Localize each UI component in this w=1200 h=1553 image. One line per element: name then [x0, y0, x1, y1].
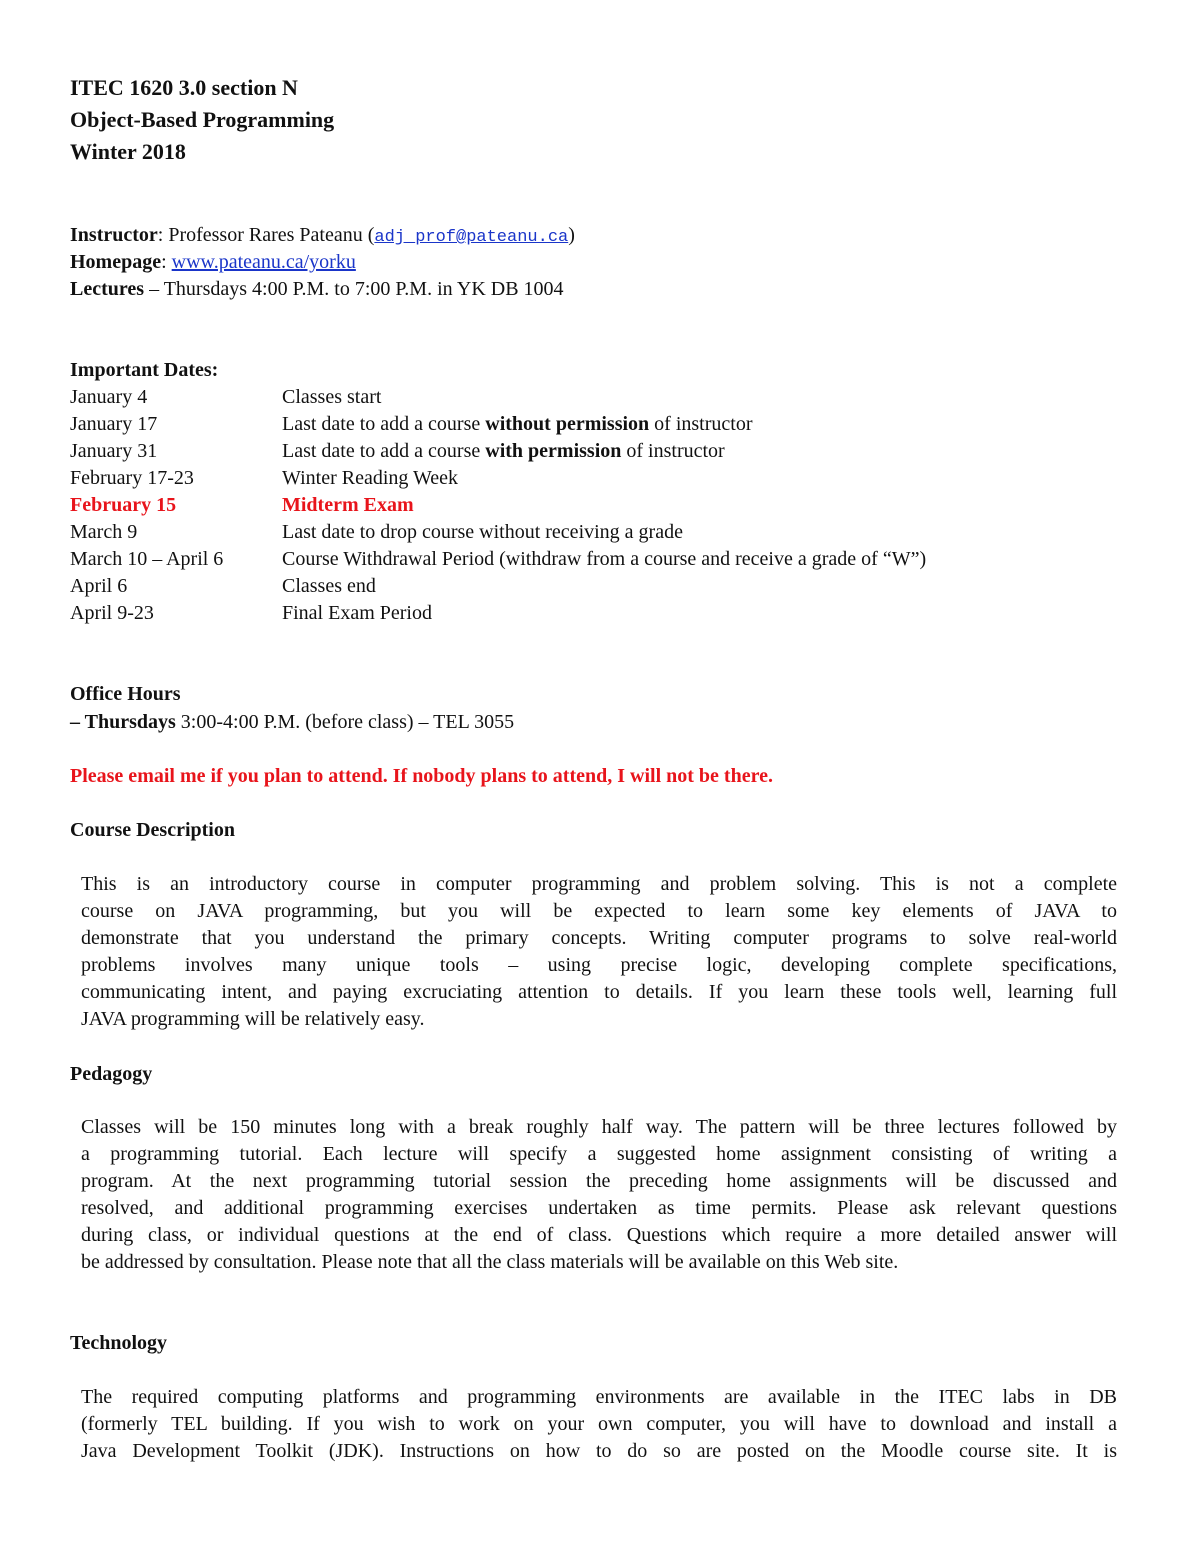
office-hours-line: [70, 709, 514, 736]
homepage-sep: :: [161, 251, 172, 273]
date-cell: March 9: [70, 521, 138, 543]
lectures-label: Lectures: [70, 278, 145, 300]
paragraph-line: Classes will be 150 minutes long with a break roughly half way. The pattern will be three lectures followed by: [81, 1116, 1117, 1138]
paragraph-line: program. At the next programming tutorial session the preceding home assignments will be discussed and: [81, 1170, 1117, 1192]
technology-paragraph: [81, 1384, 1117, 1465]
lectures-text: – Thursdays 4:00 P.M. to 7:00 P.M. in YK DB 1004: [144, 278, 564, 300]
office-hours-day: Thursdays: [84, 711, 176, 733]
instructor-close: ): [568, 224, 575, 246]
desc-text: of instructor: [649, 413, 753, 435]
lectures-line: [70, 276, 564, 303]
instructor-email-link[interactable]: adj_prof@pateanu.ca: [374, 228, 569, 247]
desc-text: Last date to add a course: [282, 413, 486, 435]
date-description: Last date to drop course without receiving a grade: [282, 521, 683, 543]
technology-heading: Technology: [70, 1332, 168, 1354]
date-description: [282, 438, 725, 465]
course-description-paragraph: [81, 871, 1117, 1033]
date-description: Classes start: [282, 386, 382, 408]
date-description: Classes end: [282, 575, 376, 597]
paragraph-line: This is an introductory course in computer programming and problem solving. This is not a complete: [81, 873, 1117, 895]
desc-emphasis: without permission: [485, 413, 650, 435]
date-cell: April 9-23: [70, 602, 154, 624]
date-cell: April 6: [70, 575, 128, 597]
course-code: ITEC 1620 3.0 section N: [70, 75, 298, 100]
date-cell: January 4: [70, 386, 148, 408]
paragraph-line: The required computing platforms and programming environments are available in the ITEC labs in DB: [81, 1386, 1117, 1408]
date-description-highlight: Midterm Exam: [282, 494, 414, 516]
paragraph-line: (formerly TEL building. If you wish to work on your own computer, you will have to download and install a: [81, 1413, 1117, 1435]
date-cell: January 31: [70, 440, 158, 462]
paragraph-line: a programming tutorial. Each lecture will specify a suggested home assignment consisting of writing a: [81, 1143, 1117, 1165]
paragraph-line: demonstrate that you understand the primary concepts. Writing computer programs to solve real-world: [81, 927, 1117, 949]
date-description: Winter Reading Week: [282, 467, 459, 489]
desc-text: of instructor: [621, 440, 725, 462]
pedagogy-paragraph: [81, 1114, 1117, 1276]
course-description-heading: Course Description: [70, 819, 235, 841]
date-cell: January 17: [70, 413, 158, 435]
paragraph-line: problems involves many unique tools – using precise logic, developing complete specifications,: [81, 954, 1117, 976]
date-cell-highlight: February 15: [70, 494, 177, 516]
paragraph-line: resolved, and additional programming exercises undertaken as time permits. Please ask relevant questions: [81, 1197, 1117, 1219]
paragraph-line: communicating intent, and paying excruciating attention to details. If you learn these tools well, learning full: [81, 981, 1117, 1003]
homepage-label: Homepage: [70, 251, 162, 273]
date-cell: March 10 – April 6: [70, 548, 224, 570]
office-hours-notice: Please email me if you plan to attend. If nobody plans to attend, I will not be there.: [70, 765, 773, 787]
paragraph-line: Java Development Toolkit (JDK). Instructions on how to do so are posted on the Moodle course site. It is: [81, 1440, 1117, 1462]
paragraph-line: course on JAVA programming, but you will be expected to learn some key elements of JAVA to: [81, 900, 1117, 922]
office-hours-heading: Office Hours: [70, 683, 181, 705]
desc-emphasis: with permission: [485, 440, 622, 462]
homepage-line: [70, 249, 356, 276]
office-hours-prefix: –: [70, 711, 85, 733]
important-dates-heading: Important Dates:: [70, 359, 219, 381]
pedagogy-heading: Pedagogy: [70, 1063, 153, 1085]
desc-text: Last date to add a course: [282, 440, 486, 462]
course-term: Winter 2018: [70, 139, 186, 164]
homepage-link[interactable]: www.pateanu.ca/yorku: [171, 251, 356, 273]
date-description: Course Withdrawal Period (withdraw from a course and receive a grade of “W”): [282, 548, 927, 570]
instructor-label: Instructor: [70, 224, 158, 246]
paragraph-line: be addressed by consultation. Please note that all the class materials will be available on this Web site.: [81, 1251, 899, 1273]
instructor-line: [70, 222, 575, 251]
course-name: Object-Based Programming: [70, 107, 335, 132]
paragraph-line: JAVA programming will be relatively easy.: [81, 1008, 425, 1030]
date-description: Final Exam Period: [282, 602, 432, 624]
date-description: [282, 411, 752, 438]
office-hours-details: 3:00-4:00 P.M. (before class) – TEL 3055: [175, 711, 515, 733]
paragraph-line: during class, or individual questions at the end of class. Questions which require a more detailed answer will: [81, 1224, 1117, 1246]
instructor-text: : Professor Rares Pateanu (: [157, 224, 375, 246]
date-cell: February 17-23: [70, 467, 194, 489]
